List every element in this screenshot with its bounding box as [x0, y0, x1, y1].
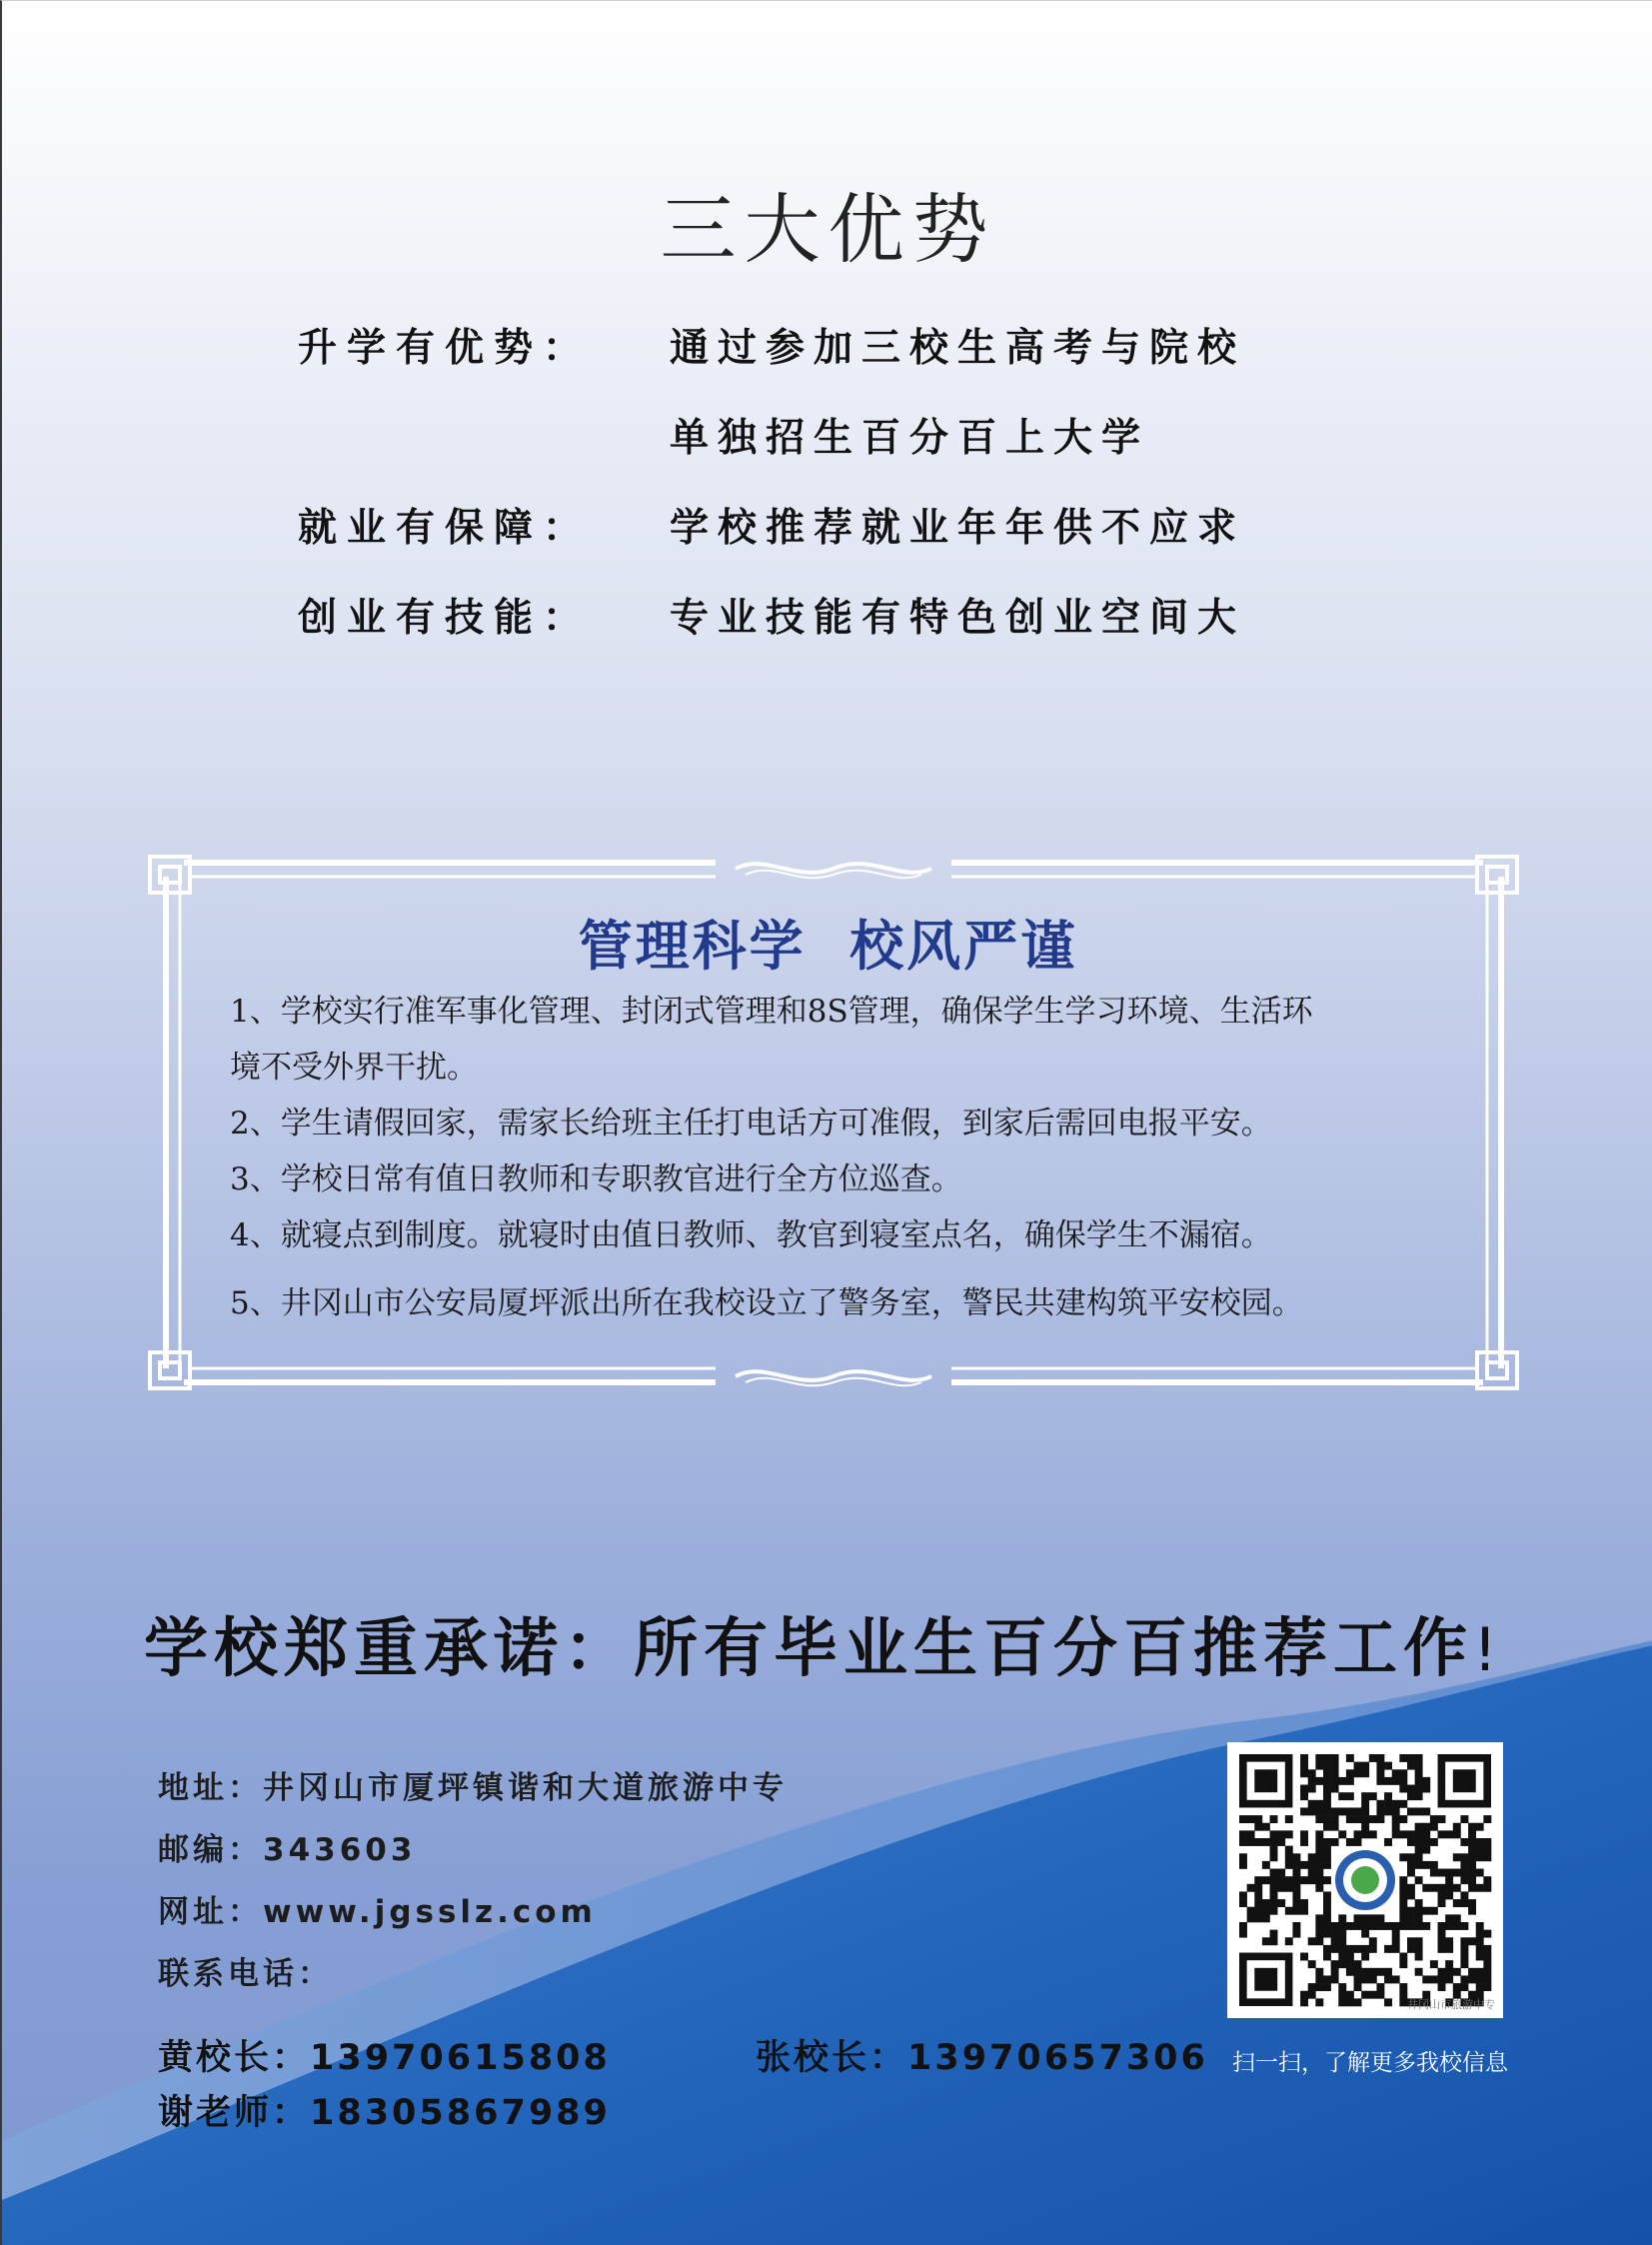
promise-text: 学校郑重承诺：所有毕业生百分百推荐工作 — [144, 1612, 1473, 1686]
advantage-text-employment: 学校推荐就业年年供不应求 — [670, 506, 1246, 551]
postcode-text: 邮编：343603 — [158, 1832, 417, 1868]
qr-code-icon — [1227, 1742, 1503, 2018]
rule-item-1-cont: 境不受外界干扰。 — [230, 1050, 478, 1086]
advantage-text-study-cont: 单独招生百分百上大学 — [670, 416, 1150, 461]
advantages-title: 三大优势 — [660, 185, 996, 274]
advantage-label-study: 升学有优势： — [298, 326, 593, 371]
rule-item-1: 1、学校实行准军事化管理、封闭式管理和8S管理，确保学生学习环境、生活环 — [230, 994, 1313, 1030]
qr-caption: 扫一扫，了解更多我校信息 — [1232, 2050, 1508, 2076]
promise-exclamation: ! — [1473, 1615, 1504, 1685]
rule-item-3: 3、学校日常有值日教师和专职教官进行全方位巡查。 — [230, 1161, 962, 1197]
rule-item-5: 5、井冈山市公安局厦坪派出所在我校设立了警务室，警民共建构筑平安校园。 — [230, 1285, 1303, 1321]
rule-item-4: 4、就寝点到制度。就寝时由值日教师、教官到寝室点名，确保学生不漏宿。 — [230, 1217, 1272, 1253]
promise-banner — [144, 1597, 1613, 1689]
website-link[interactable]: 网址：www.jgsslz.com — [158, 1894, 597, 1930]
rule-item-2: 2、学生请假回家，需家长给班主任打电话方可准假，到家后需回电报平安。 — [230, 1106, 1272, 1141]
phone-label: 联系电话： — [158, 1956, 333, 1992]
contact-zhang[interactable]: 张校长：13970657306 — [756, 2038, 1208, 2078]
management-title: 管理科学 校风严谨 — [578, 915, 1078, 978]
qr-watermark: 井冈山市旅游中专 — [1407, 1998, 1495, 2011]
contact-huang[interactable]: 黄校长：13970615808 — [158, 2038, 611, 2078]
qr-code[interactable] — [1227, 1742, 1503, 2018]
advantage-label-employment: 就业有保障： — [298, 506, 593, 551]
advantage-text-startup: 专业技能有特色创业空间大 — [670, 596, 1246, 641]
contact-xie[interactable]: 谢老师：18305867989 — [158, 2093, 611, 2133]
address-text: 地址：井冈山市厦坪镇谐和大道旅游中专 — [158, 1770, 788, 1806]
advantage-label-startup: 创业有技能： — [298, 596, 593, 641]
advantage-text-study: 通过参加三校生高考与院校 — [670, 326, 1246, 371]
